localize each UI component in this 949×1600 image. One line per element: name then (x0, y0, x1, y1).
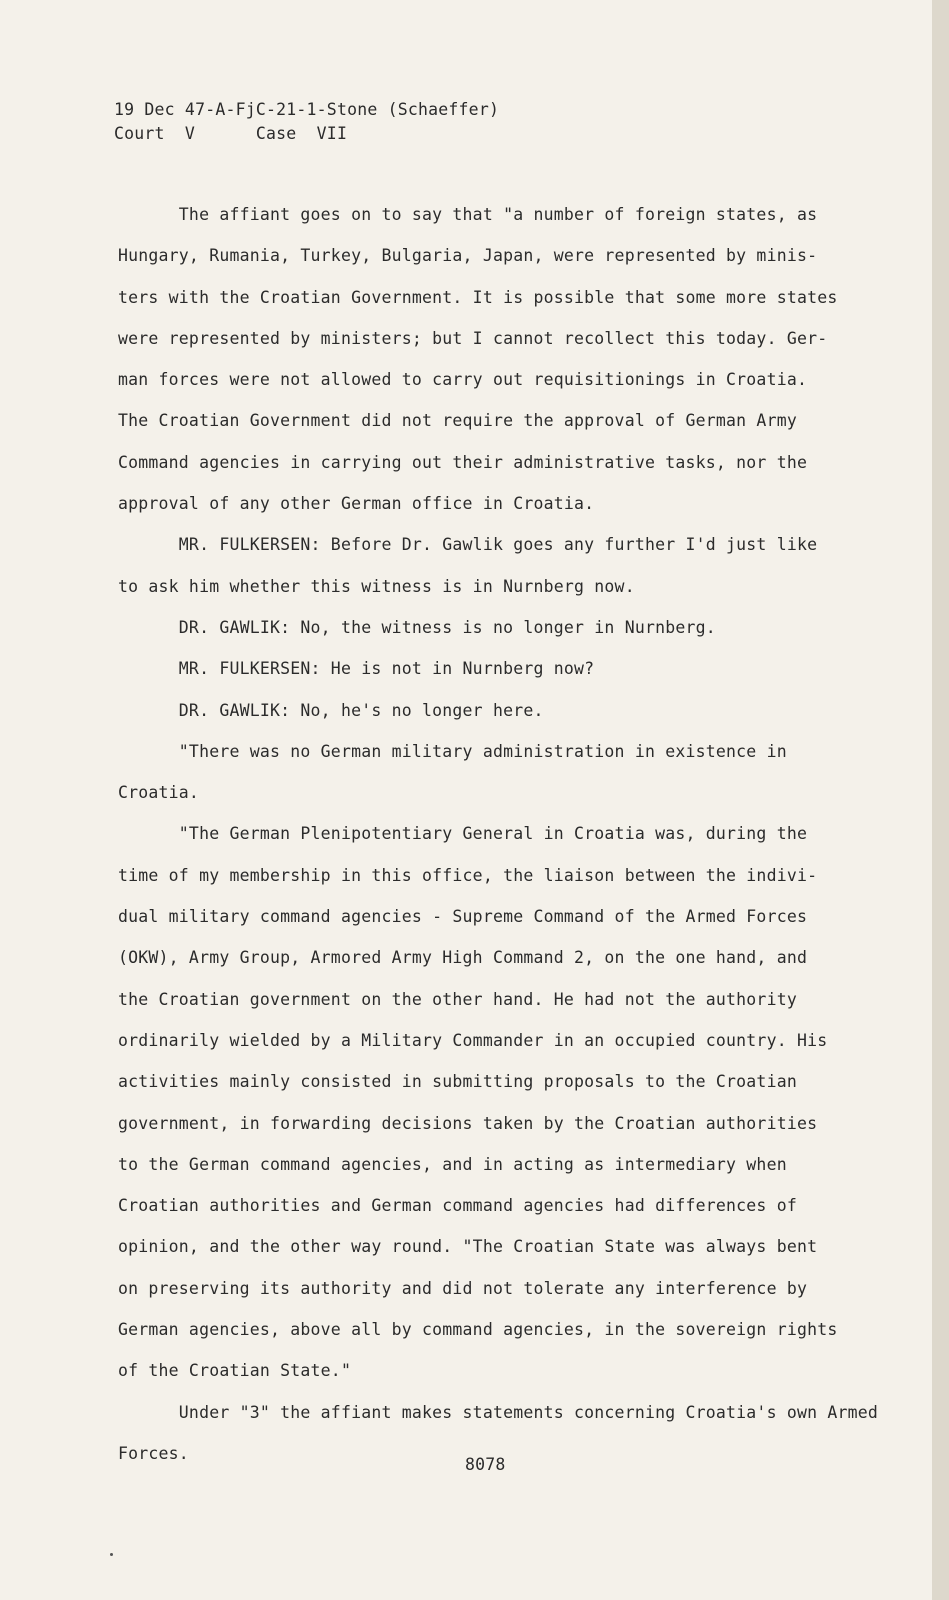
text-line: government, in forwarding decisions taken by the Croatian authorities (118, 1113, 818, 1133)
text-line: ordinarily wielded by a Military Commander in an occupied country. His (118, 1030, 828, 1050)
text-line: Forces. (118, 1443, 189, 1463)
text-line: Croatia. (118, 783, 200, 803)
text-line: Command agencies in carrying out their administrative tasks, nor the (118, 452, 808, 472)
text-line: the Croatian government on the other hand. He had not the authority (118, 989, 797, 1009)
text-line: German agencies, above all by command agencies, in the sovereign rights (118, 1320, 838, 1340)
text-line: Under "3" the affiant makes statements concerning Croatia's own Armed (118, 1402, 879, 1422)
court-case-line: Court V Case VII (114, 124, 348, 143)
text-line: approval of any other German office in Croatia. (118, 494, 595, 514)
page-number: 8078 (465, 1455, 506, 1474)
reference-line: 19 Dec 47-A-FjC-21-1-Stone (Schaeffer) (114, 100, 500, 119)
text-line: man forces were not allowed to carry out requisitionings in Croatia. (118, 370, 808, 390)
paper-speck (110, 1553, 113, 1556)
text-line: Hungary, Rumania, Turkey, Bulgaria, Japan, were represented by minis- (118, 246, 818, 266)
text-line: (OKW), Army Group, Armored Army High Command 2, on the one hand, and (118, 948, 808, 968)
text-line: DR. GAWLIK: No, he's no longer here. (118, 700, 544, 720)
text-line: MR. FULKERSEN: Before Dr. Gawlik goes any further I'd just like (118, 535, 818, 555)
text-line: to the German command agencies, and in acting as intermediary when (118, 1154, 787, 1174)
text-line: The affiant goes on to say that "a number of foreign states, as (118, 205, 818, 224)
text-line: activities mainly consisted in submitting proposals to the Croatian (118, 1072, 797, 1092)
page-edge (932, 0, 949, 1600)
text-line: The Croatian Government did not require the approval of German Army (118, 411, 797, 431)
text-line: "The German Plenipotentiary General in Croatia was, during the (118, 824, 808, 844)
text-line: on preserving its authority and did not tolerate any interference by (118, 1278, 808, 1298)
text-line: of the Croatian State." (118, 1361, 352, 1381)
text-line: Croatian authorities and German command agencies had differences of (118, 1196, 797, 1216)
text-line: time of my membership in this office, the liaison between the indivi- (118, 865, 818, 885)
document-header (114, 98, 499, 146)
text-line: DR. GAWLIK: No, the witness is no longer in Nurnberg. (118, 617, 716, 637)
document-body (118, 194, 878, 1474)
text-line: were represented by ministers; but I cannot recollect this today. Ger- (118, 328, 828, 348)
text-line: opinion, and the other way round. "The Croatian State was always bent (118, 1237, 818, 1257)
text-line: dual military command agencies - Supreme Command of the Armed Forces (118, 907, 808, 927)
text-line: to ask him whether this witness is in Nurnberg now. (118, 576, 635, 596)
text-line: "There was no German military administration in existence in (118, 741, 787, 761)
text-line: MR. FULKERSEN: He is not in Nurnberg now? (118, 659, 595, 679)
text-line: ters with the Croatian Government. It is possible that some more states (118, 287, 838, 307)
